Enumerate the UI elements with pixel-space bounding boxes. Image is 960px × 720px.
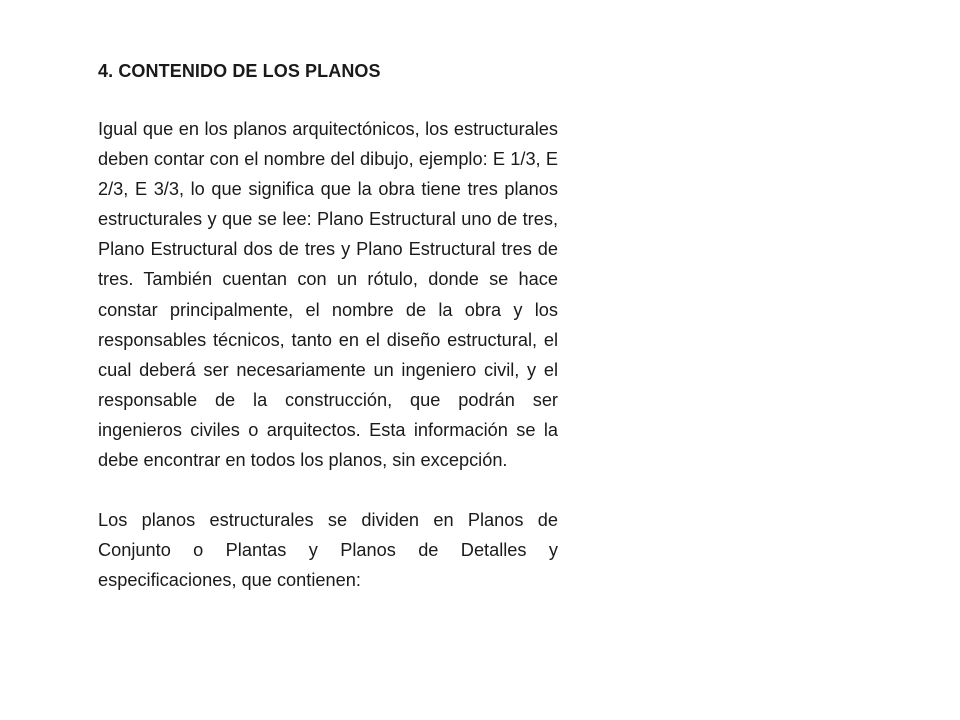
section-heading: 4. CONTENIDO DE LOS PLANOS [98, 61, 381, 81]
paragraph-plan-types: Los planos estructurales se dividen en Planos de Conjunto o Plantas y Planos de Detalles y especificaciones, que contienen: [98, 510, 558, 591]
document-page [98, 56, 558, 625]
paragraph-intro: Igual que en los planos arquitectónicos, los estructurales deben contar con el nombre del dibujo, ejemplo: E 1/3, E 2/3, E 3/3, lo que significa que la obra tiene tres planos estructurales y que se lee: Plano Estructural uno de tres, Plano Estructural dos de tres y Plano Estructural tres de tres. También cuentan con un rótulo, donde se hace constar principalmente, el nombre de la obra y los responsables técnicos, tanto en el diseño estructural, el cual deberá ser necesariamente un ingeniero civil, y el responsable de la construcción, que podrán ser ingenieros civiles o arquitectos. Esta información se la debe encontrar en todos los planos, sin excepción. [98, 119, 558, 471]
